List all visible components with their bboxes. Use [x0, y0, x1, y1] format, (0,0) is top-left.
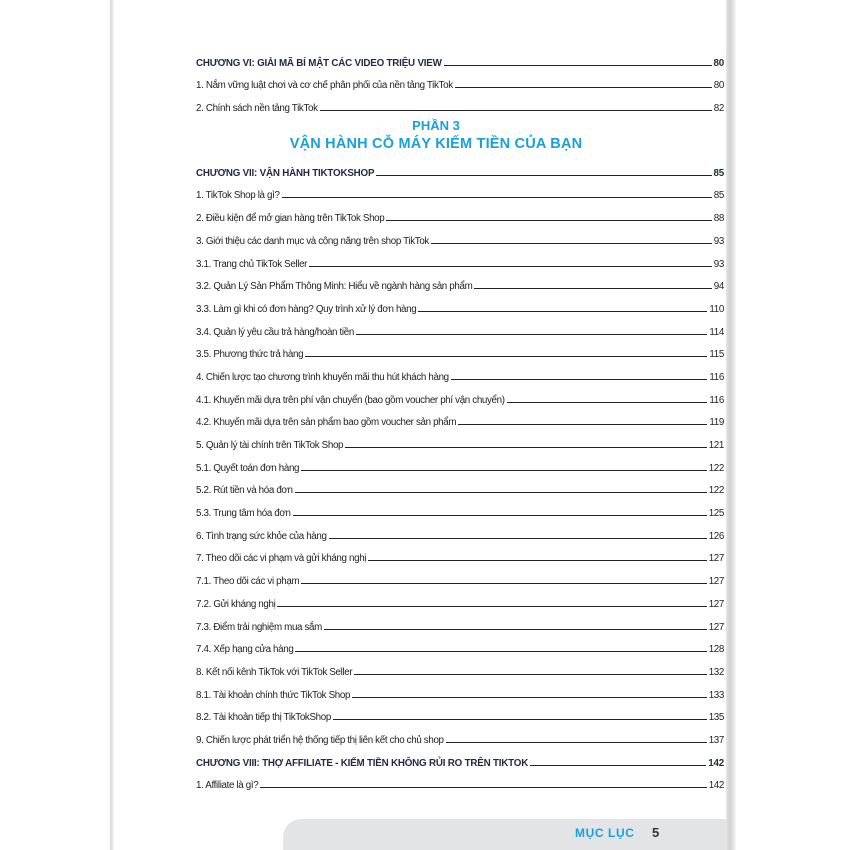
toc-entry-row [196, 338, 724, 361]
toc-leader-line [295, 651, 706, 652]
toc-entry-title: 4.1. Khuyến mãi dựa trên phí vận chuyển (bao gồm voucher phí vận chuyển) [196, 394, 505, 406]
toc-entry-title: 5.3. Trung tâm hóa đơn [196, 508, 291, 520]
toc-entry-row [196, 315, 724, 338]
toc-entry-title: 1. Nắm vững luật chơi và cơ chế phân phối của nền tảng TikTok [196, 80, 453, 92]
toc-leader-line [301, 470, 707, 471]
toc-page-number: 116 [709, 394, 724, 406]
toc-entry-title: 7. Theo dõi các vi phạm và gửi kháng nghị [196, 553, 367, 565]
toc-page-number: 122 [708, 485, 724, 497]
toc-leader-line [293, 515, 707, 516]
toc-entry-row [196, 564, 724, 587]
toc-entry-title: CHƯƠNG VI: GIẢI MÃ BÍ MẬT CÁC VIDEO TRIỆU VIEW [196, 57, 442, 69]
toc-page-number: 142 [708, 780, 724, 792]
toc-entry-row [196, 201, 724, 224]
toc-entry-title: CHƯƠNG VIII: THỢ AFFILIATE - KIẾM TIỀN KHÔNG RỦI RO TRÊN TIKTOK [196, 757, 529, 769]
toc-page-number: 82 [713, 103, 724, 115]
toc-chapter-row [196, 156, 724, 179]
toc-top-entries [196, 46, 724, 114]
toc-leader-line [320, 110, 712, 111]
toc-leader-line [530, 765, 706, 766]
toc-entry-row [196, 723, 724, 746]
toc-entry-row [196, 247, 724, 270]
toc-page-number: 93 [713, 258, 724, 270]
toc-entry-row [196, 292, 724, 315]
toc-entry-title: 7.1. Theo dõi các vi phạm [196, 576, 300, 588]
part-label: PHẦN 3 [412, 118, 460, 134]
toc-page-number: 132 [708, 666, 724, 678]
toc-entry-title: 3.4. Quản lý yêu cầu trả hàng/hoàn tiền [196, 326, 354, 338]
toc-page-number: 127 [708, 598, 724, 610]
footer-section-label: MỤC LỤC [575, 826, 635, 840]
toc-entry-title: 5. Quản lý tài chính trên TikTok Shop [196, 440, 344, 451]
toc-page-number: 94 [713, 281, 724, 293]
toc-page-number: 85 [713, 190, 724, 202]
toc-leader-line [305, 356, 707, 357]
toc-entry-row [196, 270, 724, 293]
toc-page-number: 115 [709, 349, 724, 361]
toc-entry-title: 8. Kết nối kênh TikTok với TikTok Seller [196, 666, 353, 678]
part-title: VẬN HÀNH CỖ MÁY KIẾM TIỀN CỦA BẠN [289, 136, 583, 153]
toc-leader-line [376, 175, 711, 176]
toc-page-number: 114 [709, 326, 724, 338]
toc-leader-line [458, 424, 707, 425]
toc-chapter-row [196, 746, 724, 769]
toc-page-number: 80 [713, 80, 724, 92]
toc-page-number: 110 [709, 303, 724, 315]
toc-leader-line [507, 402, 708, 403]
toc-entry-row [196, 701, 724, 724]
toc-entry-row [196, 519, 724, 542]
toc-bottom-entries [196, 156, 724, 791]
toc-leader-line [309, 266, 712, 267]
toc-entry-title: 7.3. Điểm trải nghiệm mua sắm [196, 621, 322, 633]
toc-entry-title: 5.1. Quyết toán đơn hàng [196, 462, 300, 474]
toc-leader-line [354, 674, 706, 675]
toc-entry-title: 3.1. Trang chủ TikTok Seller [196, 258, 308, 270]
toc-leader-line [301, 583, 706, 584]
toc-entry-title: 3. Giới thiệu các danh mục và công năng trên shop TikTok [196, 235, 429, 247]
toc-leader-line [356, 334, 708, 335]
toc-entry-row [196, 496, 724, 519]
toc-leader-line [282, 197, 712, 198]
toc-entry-title: 1. TikTok Shop là gì? [196, 190, 280, 202]
toc-entry-title: 1. Affiliate là gì? [196, 780, 259, 792]
toc-leader-line [329, 538, 707, 539]
toc-page-number: 127 [708, 553, 724, 565]
toc-entry-title: 2. Điều kiện để mở gian hàng trên TikTok Shop [196, 213, 385, 225]
toc-entry-row [196, 69, 724, 92]
footer-page-number: 5 [652, 825, 660, 840]
toc-page-number: 137 [708, 734, 724, 746]
toc-entry-row [196, 224, 724, 247]
toc-chapter-row [196, 46, 724, 69]
toc-entry-title: 4.2. Khuyến mãi dựa trên sản phẩm bao gồm voucher sản phẩm [196, 417, 457, 429]
toc-leader-line [474, 288, 711, 289]
toc-page-number: 80 [713, 57, 724, 69]
toc-entry-row [196, 655, 724, 678]
toc-entry-title: 8.2. Tài khoản tiếp thị TikTokShop [196, 712, 331, 724]
toc-page-number: 133 [708, 689, 724, 701]
toc-page-number: 127 [708, 621, 724, 633]
toc-entry-title: 5.2. Rút tiền và hóa đơn [196, 485, 293, 497]
toc-entry-row [196, 542, 724, 565]
toc-page-number: 142 [708, 757, 724, 769]
toc-page-number: 116 [709, 371, 724, 383]
toc-leader-line [431, 243, 712, 244]
toc-entry-title: 6. Tình trạng sức khỏe của hàng [196, 530, 327, 542]
toc-page-number: 88 [713, 213, 724, 225]
page-edge-right [726, 0, 736, 850]
toc-page-number: 128 [708, 644, 724, 656]
toc-leader-line [345, 447, 707, 448]
toc-page-number: 127 [708, 576, 724, 588]
toc-page-number: 135 [708, 712, 724, 724]
toc-entry-title: 3.3. Làm gì khi có đơn hàng? Quy trình xử lý đơn hàng [196, 303, 417, 315]
toc-page-number: 122 [708, 462, 724, 474]
toc-page-number: 125 [708, 508, 724, 520]
toc-entry-row [196, 678, 724, 701]
toc-page-number: 126 [708, 530, 724, 542]
toc-entry-row [196, 587, 724, 610]
toc-page-number: 85 [713, 167, 724, 179]
toc-leader-line [446, 742, 707, 743]
toc-entry-title: 8.1. Tài khoản chính thức TikTok Shop [196, 689, 351, 701]
toc-leader-line [277, 606, 706, 607]
toc-entry-title: 3.2. Quản Lý Sản Phẩm Thông Minh: Hiểu về ngành hàng sản phẩm [196, 281, 473, 293]
toc-entry-row [196, 179, 724, 202]
toc-entry-title: 3.5. Phương thức trả hàng [196, 349, 304, 361]
toc-entry-title: 7.4. Xếp hạng cửa hàng [196, 644, 294, 656]
toc-leader-line [324, 629, 707, 630]
book-page [114, 0, 726, 850]
toc-leader-line [455, 87, 712, 88]
toc-entry-row [196, 428, 724, 451]
toc-leader-line [444, 65, 712, 66]
toc-page-number: 121 [708, 440, 724, 451]
toc-entry-row [196, 91, 724, 114]
toc-entry-title: 9. Chiến lược phát triển hệ thống tiếp thị liên kết cho chủ shop [196, 734, 444, 746]
toc-entry-title: 4. Chiến lược tạo chương trình khuyến mãi thu hút khách hàng [196, 371, 449, 383]
toc-entry-title: 2. Chính sách nền tảng TikTok [196, 103, 318, 115]
footer-bar [283, 819, 726, 850]
part-heading [196, 118, 676, 154]
toc-leader-line [418, 311, 707, 312]
toc-entry-row [196, 769, 724, 792]
toc-leader-line [260, 787, 706, 788]
table-of-contents [196, 46, 724, 791]
toc-leader-line [333, 719, 707, 720]
toc-leader-line [386, 220, 711, 221]
toc-entry-row [196, 360, 724, 383]
toc-entry-row [196, 474, 724, 497]
toc-entry-row [196, 451, 724, 474]
toc-leader-line [451, 379, 708, 380]
toc-entry-row [196, 406, 724, 429]
toc-page-number: 93 [713, 235, 724, 247]
toc-entry-row [196, 610, 724, 633]
toc-leader-line [368, 560, 707, 561]
toc-entry-row [196, 633, 724, 656]
toc-page-number: 119 [709, 417, 724, 429]
toc-leader-line [352, 697, 707, 698]
toc-entry-title: CHƯƠNG VII: VẬN HÀNH TIKTOKSHOP [196, 167, 375, 179]
toc-entry-row [196, 383, 724, 406]
toc-entry-title: 7.2. Gửi kháng nghị [196, 598, 276, 610]
toc-leader-line [295, 492, 707, 493]
